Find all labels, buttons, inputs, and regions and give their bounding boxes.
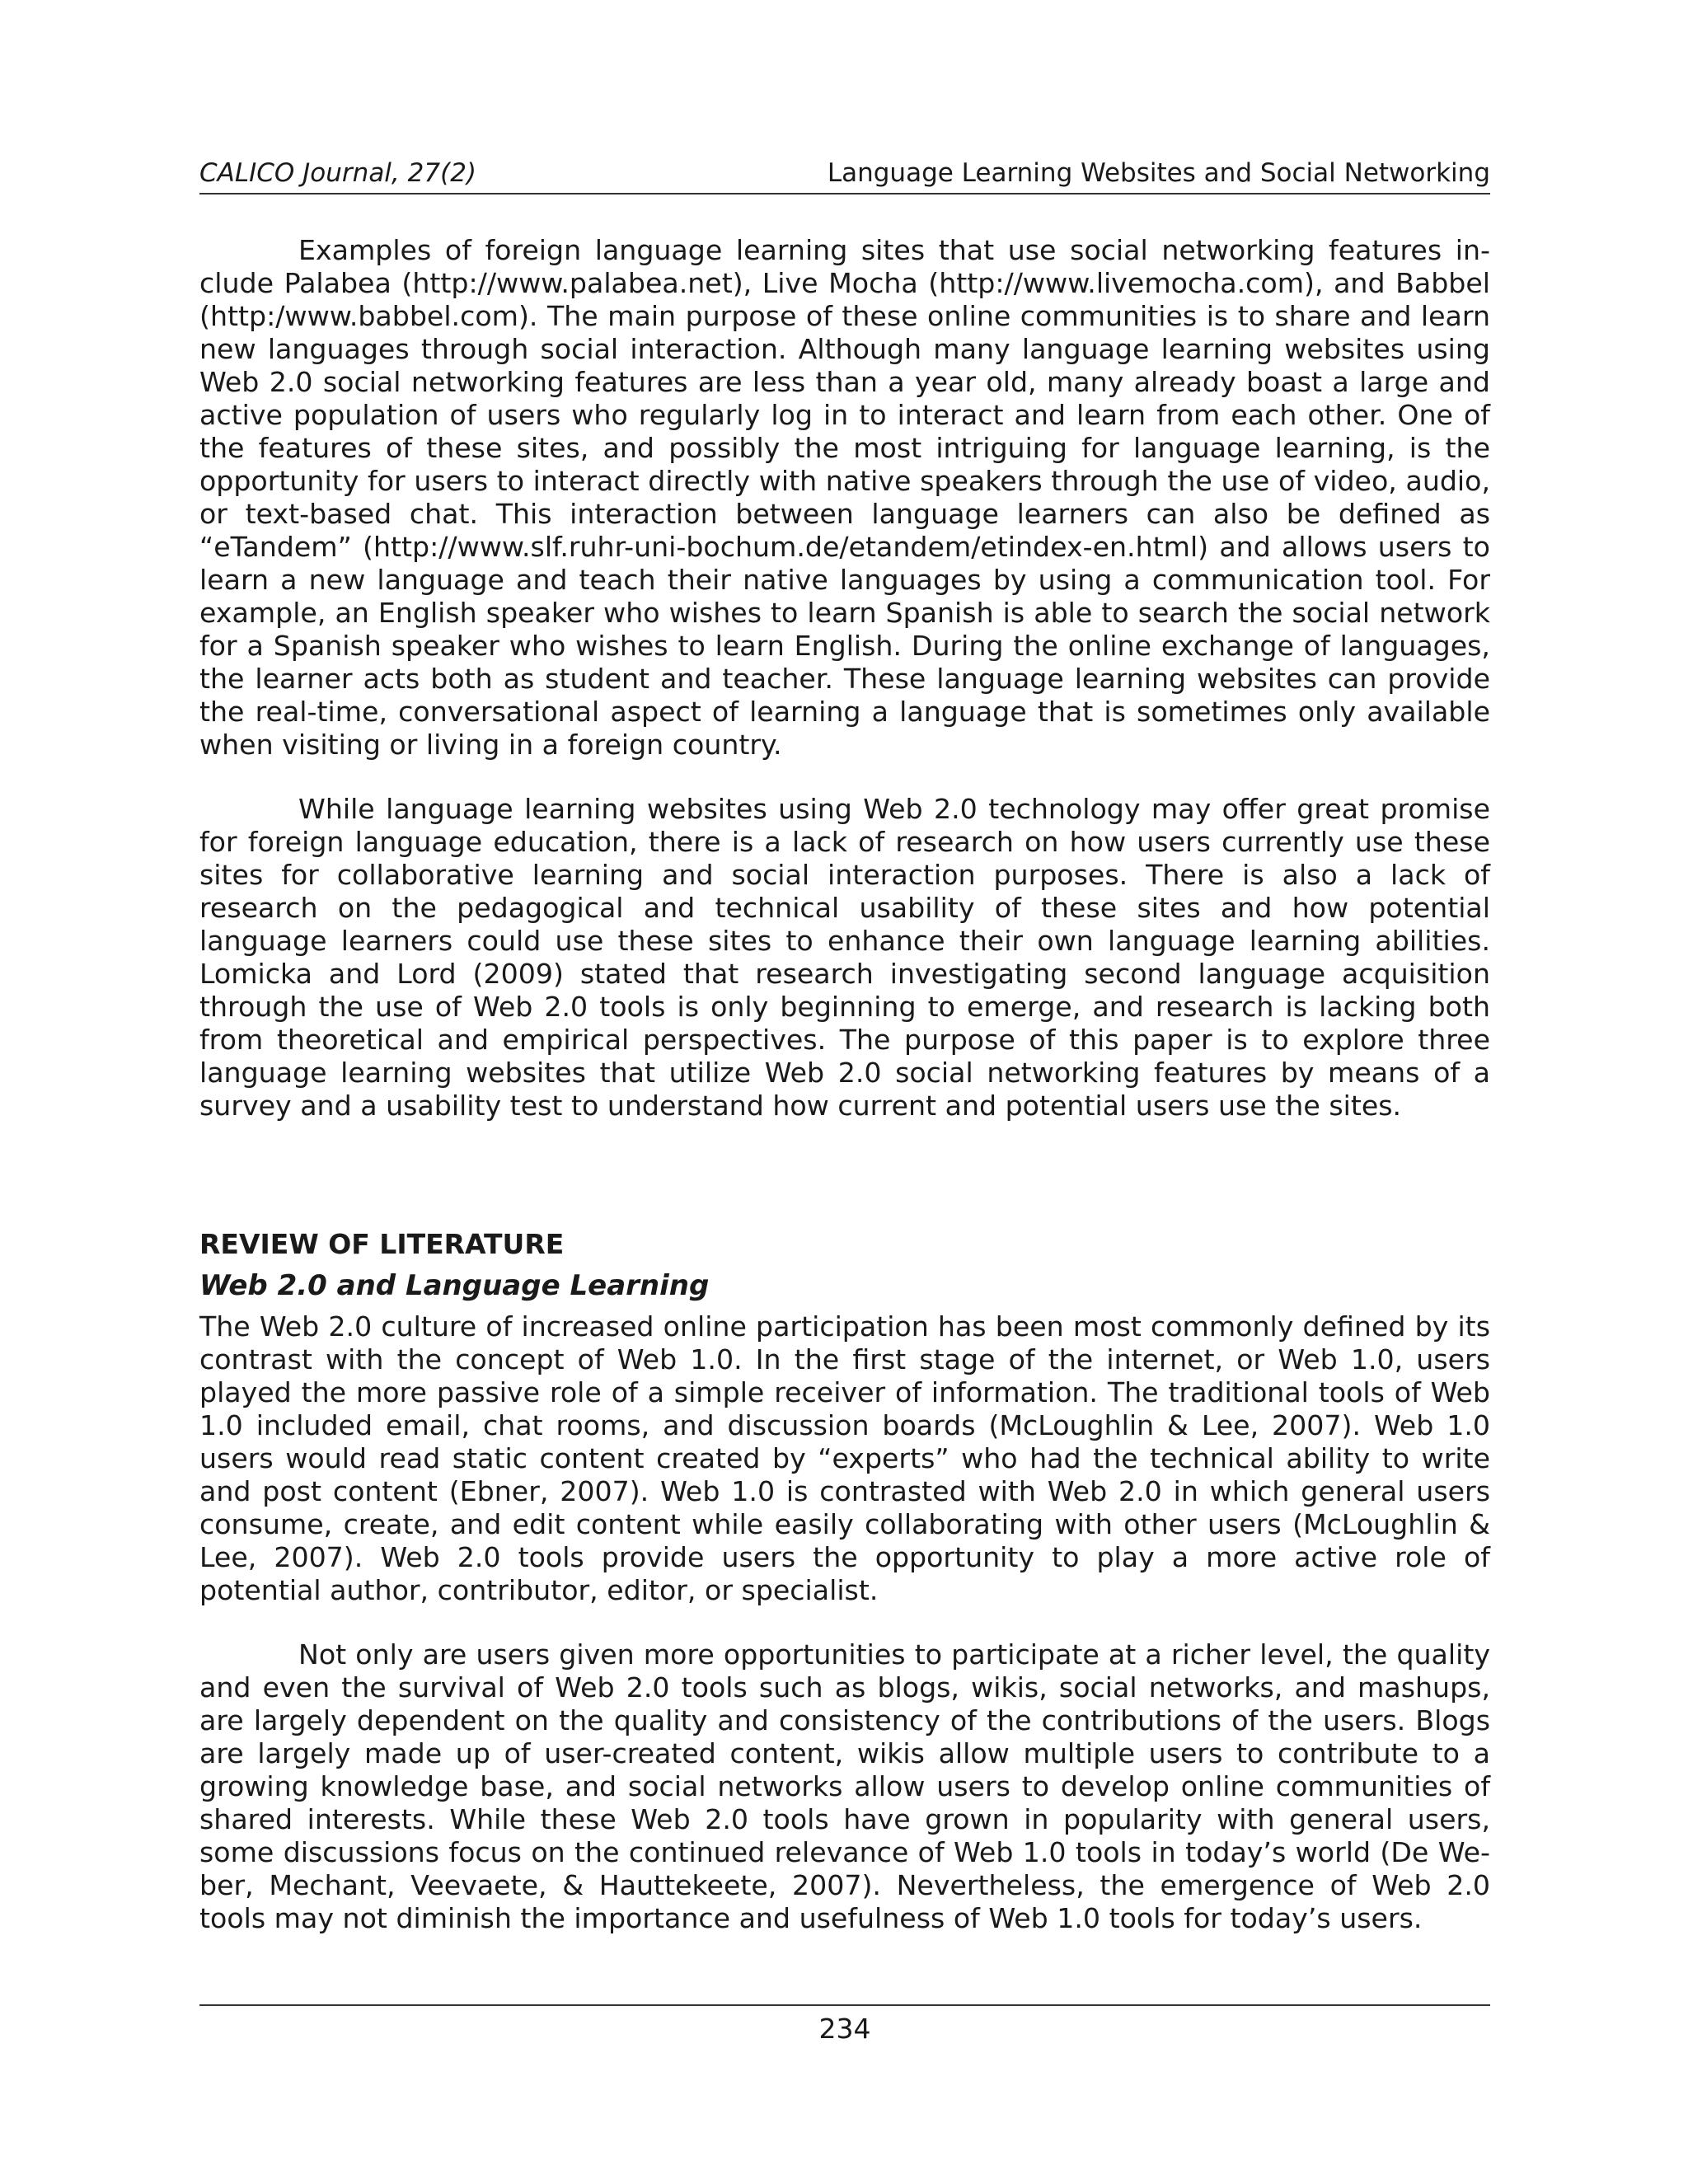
paragraph-research-gap: While language learning websites using Web 2.0 technology may offer great promise for foreign language education, there is a lack of research on how users currently use these sites for collaborative learning and social interaction purposes. There is also a lack of research on the pedagogical and technical usability of these sites and how potential language learners could use these sites to enhance their own language learning abilities. Lomicka and Lord (2009) stated that research investigating second language acquisition through the use of Web 2.0 tools is only beginning to emerge, and research is lacking both from theoretical and empirical perspectives. The purpose of this paper is to explore three language learning websites that utilize Web 2.0 social networking features by means of a survey and a usability test to understand how current and potential users use the sites. bbox=[199, 793, 1490, 1122]
article-body bbox=[199, 234, 1490, 1935]
page-number: 234 bbox=[818, 2013, 871, 2045]
journal-volume: 27 bbox=[407, 158, 441, 188]
running-footer bbox=[199, 2004, 1490, 2047]
journal-citation bbox=[199, 157, 476, 190]
section-heading: REVIEW OF LITERATURE bbox=[199, 1228, 565, 1260]
paragraph-web-culture: The Web 2.0 culture of increased online participation has been most commonly defined by its contrast with the concept of Web 1.0. In the first stage of the internet, or Web 1.0, users played the more passive role of a simple receiver of information. The traditional tools of Web 1.0 included email, chat rooms, and discussion boards (McLoughlin & Lee, 2007). Web 1.0 users would read static content created by “experts” who had the technical ability to write and post content (Ebner, 2007). Web 1.0 is contrasted with Web 2.0 in which general users consume, create, and edit content while easily collaborating with other users (McLoughlin & Lee, 2007). Web 2.0 tools provide users the opportunity to play a more active role of potential author, contributor, editor, or specialist. bbox=[199, 1310, 1490, 1606]
running-header bbox=[199, 157, 1490, 194]
subsection-heading: Web 2.0 and Language Learning bbox=[199, 1269, 710, 1302]
paragraph-examples: Examples of foreign language learning sites that use social networking features include Palabea (http://www.palabea.net), Live Mocha (http://www.livemocha.com), and Babbel (http:/www.babbel.com). The main purpose of these online communities is to share and learn new languages through social interaction. Although many language learning websites using Web 2.0 social networking features are less than a year old, many already boast a large and active population of users who regularly log in to interact and learn from each other. One of the features of these sites, and possibly the most intriguing for language learning, is the opportunity for users to interact directly with native speakers through the use of video, audio, or text-based chat. This interaction between language learners can also be defined as “eTandem” (http://www.slf.ruhr-uni-bochum.de/etandem/etindex-en.html) and allows users to learn a new language and teach their native languages by using a communication tool. For example, an English speaker who wishes to learn Spanish is able to search the social network for a Spanish speaker who wishes to learn English. During the online exchange of languages, the learner acts both as student and teacher. These language learning websites can provide the real-time, conversational aspect of learning a language that is sometimes only available when visiting or living in a foreign country. bbox=[199, 234, 1490, 761]
article-page bbox=[199, 157, 1490, 1966]
paragraph-participation: Not only are users given more opportunities to participate at a richer level, the quality and even the survival of Web 2.0 tools such as blogs, wikis, social networks, and mashups, are largely dependent on the quality and consistency of the contributions of the users. Blogs are largely made up of user-created content, wikis allow multiple users to contribute to a growing knowledge base, and social networks allow users to develop online communities of shared interests. While these Web 2.0 tools have grown in popularity with general users, some discussions focus on the continued relevance of Web 1.0 tools in today’s world (De Weber, Mechant, Veevaete, & Hauttekeete, 2007). Nevertheless, the emergence of Web 2.0 tools may not diminish the importance and usefulness of Web 1.0 tools for today’s users. bbox=[199, 1638, 1490, 1934]
running-title: Language Learning Websites and Social Networking bbox=[827, 158, 1490, 188]
journal-name: CALICO Journal, bbox=[199, 158, 408, 188]
journal-issue: (2) bbox=[440, 158, 477, 188]
section-spacer bbox=[199, 1154, 1490, 1226]
